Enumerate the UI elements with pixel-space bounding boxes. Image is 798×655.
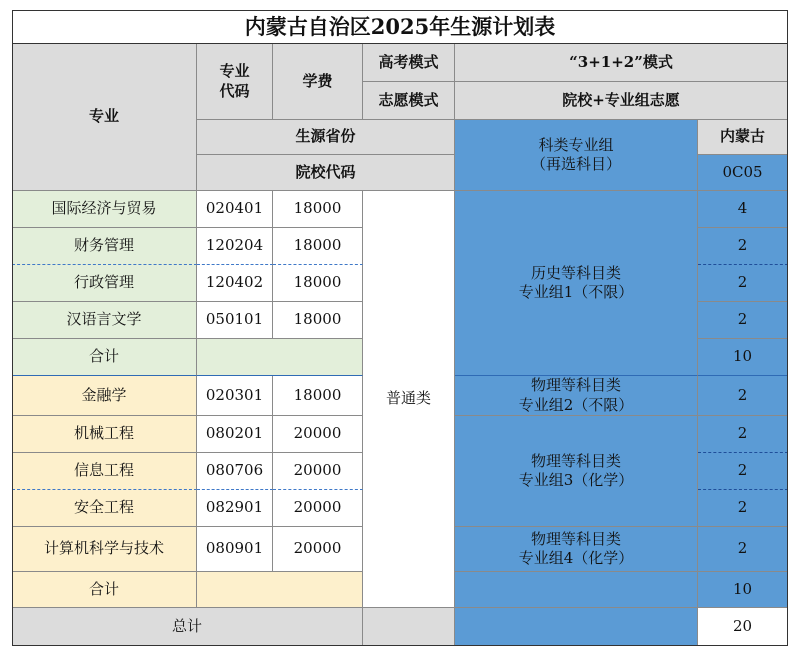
code-cell: 120402 <box>197 265 273 302</box>
count-cell: 2 <box>698 265 788 302</box>
subtotal-blank <box>197 572 363 608</box>
total-group-blank <box>455 608 698 646</box>
major-cell: 行政管理 <box>12 265 197 302</box>
code-cell: 120204 <box>197 228 273 265</box>
major-cell: 安全工程 <box>12 490 197 527</box>
subtotal-blank <box>197 339 363 376</box>
count-cell: 2 <box>698 302 788 339</box>
count-cell: 2 <box>698 490 788 527</box>
gaokao-mode-value: “3+1+2”模式 <box>455 44 788 82</box>
code-cell: 050101 <box>197 302 273 339</box>
major-cell: 机械工程 <box>12 416 197 453</box>
count-cell: 2 <box>698 376 788 416</box>
volunteer-mode-label: 志愿模式 <box>363 82 455 120</box>
fee-cell: 18000 <box>273 191 363 228</box>
code-cell: 020301 <box>197 376 273 416</box>
major-cell: 财务管理 <box>12 228 197 265</box>
subtotal-group-blank <box>455 572 698 608</box>
major-cell: 国际经济与贸易 <box>12 191 197 228</box>
table-title: 内蒙古自治区2025年生源计划表 <box>12 10 788 44</box>
gaokao-mode-label: 高考模式 <box>363 44 455 82</box>
total-blank <box>363 608 455 646</box>
group-header: 科类专业组 （再选科目） <box>455 120 698 191</box>
fee-header: 学费 <box>273 44 363 120</box>
count-cell: 4 <box>698 191 788 228</box>
code-header: 专业 代码 <box>197 44 273 120</box>
fee-cell: 18000 <box>273 376 363 416</box>
volunteer-mode-value: 院校+专业组志愿 <box>455 82 788 120</box>
major-cell: 计算机科学与技术 <box>12 527 197 572</box>
count-cell: 2 <box>698 228 788 265</box>
fee-cell: 20000 <box>273 527 363 572</box>
code-cell: 020401 <box>197 191 273 228</box>
code-cell: 080201 <box>197 416 273 453</box>
group-history: 历史等科目类 专业组1（不限） <box>455 191 698 376</box>
fee-cell: 20000 <box>273 453 363 490</box>
group-physics-2: 物理等科目类 专业组2（不限） <box>455 376 698 416</box>
major-cell: 金融学 <box>12 376 197 416</box>
major-cell: 汉语言文学 <box>12 302 197 339</box>
fee-cell: 18000 <box>273 302 363 339</box>
code-cell: 082901 <box>197 490 273 527</box>
major-header: 专业 <box>12 44 197 191</box>
total-count: 20 <box>698 608 788 646</box>
province-label: 生源省份 <box>197 120 455 155</box>
school-code-label: 院校代码 <box>197 155 455 191</box>
category-cell: 普通类 <box>363 191 455 608</box>
subtotal-count: 10 <box>698 339 788 376</box>
fee-cell: 18000 <box>273 265 363 302</box>
subtotal-label: 合计 <box>12 339 197 376</box>
subtotal-count: 10 <box>698 572 788 608</box>
fee-cell: 18000 <box>273 228 363 265</box>
code-cell: 080901 <box>197 527 273 572</box>
school-code-value: 0C05 <box>698 155 788 191</box>
plan-table <box>12 10 788 646</box>
fee-cell: 20000 <box>273 416 363 453</box>
count-cell: 2 <box>698 527 788 572</box>
province-value: 内蒙古 <box>698 120 788 155</box>
code-cell: 080706 <box>197 453 273 490</box>
total-label: 总计 <box>12 608 363 646</box>
fee-cell: 20000 <box>273 490 363 527</box>
major-cell: 信息工程 <box>12 453 197 490</box>
subtotal-label: 合计 <box>12 572 197 608</box>
group-physics-4: 物理等科目类 专业组4（化学） <box>455 527 698 572</box>
count-cell: 2 <box>698 453 788 490</box>
group-physics-3: 物理等科目类 专业组3（化学） <box>455 416 698 527</box>
count-cell: 2 <box>698 416 788 453</box>
